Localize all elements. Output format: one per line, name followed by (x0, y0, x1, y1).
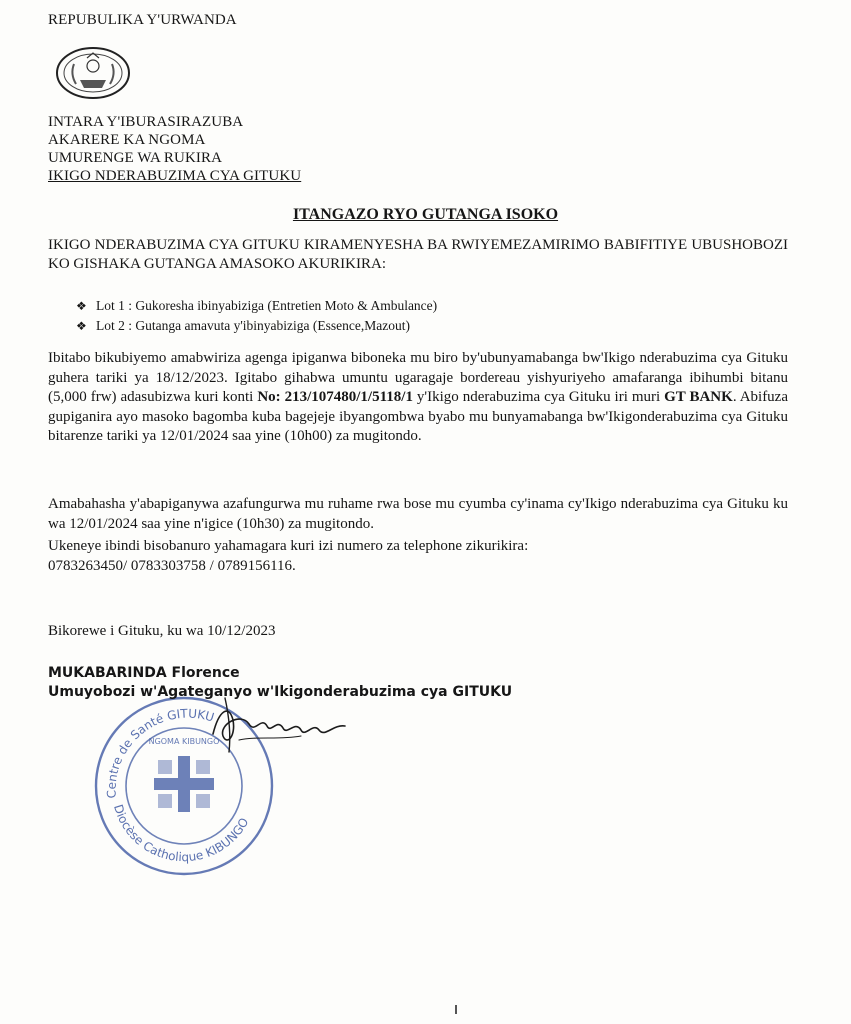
header-facility: IKIGO NDERABUZIMA CYA GITUKU (48, 168, 302, 184)
contact-text: Ukeneye ibindi bisobanuro yahamagara kuri izi numero za telephone zikurikira: (48, 538, 529, 554)
account-number: No: 213/107480/1/5118/1 (257, 389, 413, 406)
header-province: INTARA Y'IBURASIRAZUBA (48, 114, 244, 130)
header-district: AKARERE KA NGOMA (48, 132, 206, 148)
paragraph-text: y'Ikigo nderabuzima cya Gituku iri muri (412, 389, 665, 406)
contact-numbers: 0783263450/ 0783303758 / 0789156116. (48, 558, 296, 574)
lot-1-text: Lot 1 : Gukoresha ibinyabiziga (Entretien Moto & Ambulance) (96, 298, 438, 313)
list-item (76, 296, 437, 316)
diamond-bullet-icon: ❖ (76, 319, 87, 333)
diamond-bullet-icon: ❖ (76, 299, 87, 313)
signatory-title: Umuyobozi w'Agateganyo w'Ikigonderabuzima cya GITUKU (48, 684, 513, 700)
paragraph-text: . Abifuza gupiganira ayo masoko bagomba kuba bagejeje ibyangombwa byabo mu bunyamabanga bw'Ikigonderabuzima cya Gituku bitarenze tariki ya 12/01/2024 saa yine (10h00) za mugitondo. (48, 389, 789, 445)
header-republic: REPUBULIKA Y'URWANDA (48, 12, 237, 28)
handwritten-signature (205, 690, 355, 760)
coat-of-arms-emblem (52, 44, 134, 102)
lots-list (76, 296, 437, 336)
header-sector: UMURENGE WA RUKIRA (48, 150, 223, 166)
stamp-bottom-text: Diocèse Catholique KIBUNGO (110, 802, 252, 865)
signatory-name: MUKABARINDA Florence (48, 665, 240, 681)
paragraph-text: Ibitabo bikubiyemo amabwiriza agenga ipiganwa biboneka mu biro by'ubunyamabanga bw'Ikigo nderabuzima cya Gituku guhera tariki ya 18/12/2023. Igitabo gihabwa umuntu ugaragaje bordereau yishyuriyeho amafaranga ibihumbi bitanu (5,000 frw) adasubizwa kuri konti (48, 350, 788, 406)
list-item (76, 316, 437, 336)
bank-name: GT BANK (664, 389, 733, 406)
notice-title: ITANGAZO RYO GUTANGA ISOKO (292, 206, 559, 223)
lot-2-text: Lot 2 : Gutanga amavuta y'ibinyabiziga (Essence,Mazout) (96, 318, 410, 333)
place-date: Bikorewe i Gituku, ku wa 10/12/2023 (48, 623, 276, 639)
stamp-top-text: Centre de Santé GITUKU (104, 706, 216, 799)
bid-opening-paragraph: Amabahasha y'abapiganywa azafungurwa mu ruhame rwa bose mu cyumba cy'inama cy'Ikigo nderabuzima cya Gituku ku wa 12/01/2024 saa yine n'igice (10h30) za mugitondo. (48, 496, 788, 532)
stamp-cross-icon (154, 756, 214, 812)
tender-documents-paragraph (48, 349, 788, 447)
scan-mark (455, 1005, 457, 1014)
intro-paragraph: IKIGO NDERABUZIMA CYA GITUKU KIRAMENYESHA BA RWIYEMEZAMIRIMO BABIFITIYE UBUSHOBOZI KO GISHAKA GUTANGA AMASOKO AKURIKIRA: (48, 237, 788, 272)
stamp-inner-text: NGOMA KIBUNGO (148, 737, 220, 746)
